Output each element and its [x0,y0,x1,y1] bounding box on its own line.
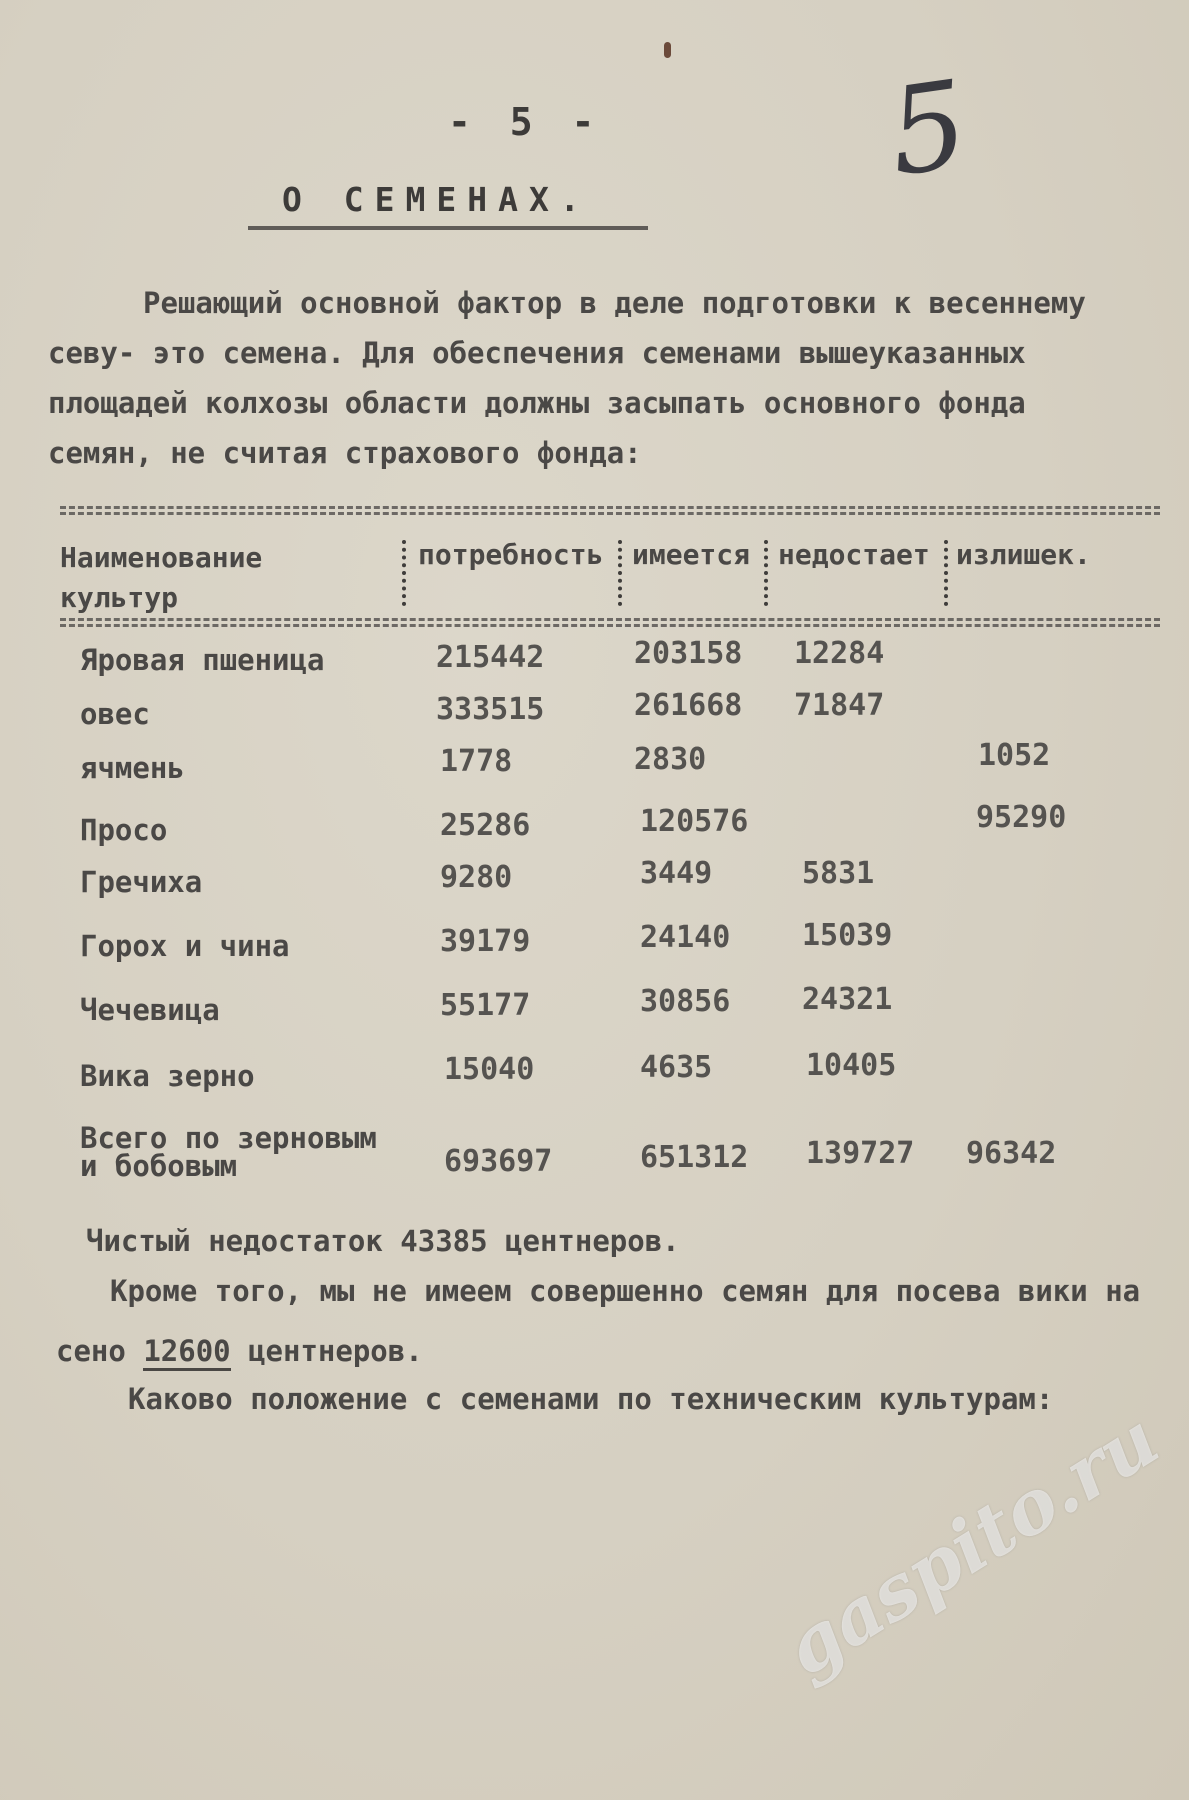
cell-need: 1778 [440,744,513,779]
cell-short: 10405 [806,1048,897,1083]
cell-need: 9280 [440,860,513,895]
header-separator [618,540,622,606]
page-number: - 5 - [448,100,603,144]
section-heading: О СЕМЕНАХ. [282,180,591,219]
cell-need: 15040 [444,1052,535,1087]
watermark-text: gaspito.ru [770,1396,1174,1693]
table-header-rule-2 [60,624,1160,627]
table-row-name-total: Всего по зерновым и бобовым [80,1121,377,1183]
table-row-name: Яровая пшеница [80,643,325,677]
header-surplus: излишек. [956,538,1091,571]
cell-need: 25286 [440,808,531,843]
cell-have: 30856 [640,984,731,1019]
header-crop-name: Наименование культур [60,541,263,614]
header-separator [764,540,768,606]
cell-surplus-total: 96342 [966,1136,1057,1171]
header-separator [944,540,948,606]
heading-underline [248,226,648,230]
table-row-name: Вика зерно [80,1059,255,1093]
cell-have: 3449 [640,856,713,891]
intro-paragraph: Решающий основной фактор в деле подготовки к весеннему севу- это семена. Для обеспечения семенами вышеуказанных площадей колхозы области должны засыпать основного фонда семян, не считая страхового фонда: [48,286,1104,470]
cell-have: 261668 [634,688,743,723]
underlined-amount: 12600 [143,1334,230,1371]
cell-short-total: 139727 [806,1136,915,1171]
cell-need-total: 693697 [444,1144,553,1179]
cell-short: 71847 [794,688,885,723]
cell-have: 120576 [640,804,749,839]
cell-have: 24140 [640,920,731,955]
cell-have: 203158 [634,636,743,671]
header-need: потребность [418,538,604,571]
cell-short: 24321 [802,982,893,1017]
table-row-name: Гречиха [80,865,203,899]
cell-surplus: 1052 [978,738,1051,773]
table-row-name: ячмень [80,751,185,785]
cell-have-total: 651312 [640,1140,749,1175]
cell-need: 333515 [436,692,545,727]
table-row-name: овес [80,697,150,731]
besides-line-2: сено 12600 центнеров. [56,1334,423,1368]
cell-short: 5831 [802,856,875,891]
cell-short: 15039 [802,918,893,953]
handwritten-page-number: 5 [880,55,976,204]
table-row-name: Просо [80,813,168,847]
cell-surplus: 95290 [976,800,1067,835]
closing-line: Каково положение с семенами по техническим культурам: [128,1382,1054,1416]
cell-have: 2830 [634,742,707,777]
table-header-rule [60,618,1160,621]
besides-line-1: Кроме того, мы не имеем совершенно семян для посева вики на [110,1274,1141,1308]
table-top-rule [60,506,1160,509]
header-have: имеется [632,538,751,571]
cell-have: 4635 [640,1050,713,1085]
header-short: недостает [778,538,930,571]
cell-need: 39179 [440,924,531,959]
cell-need: 55177 [440,988,531,1023]
cell-short: 12284 [794,636,885,671]
table-row-name: Чечевица [80,993,220,1027]
net-shortage-line: Чистый недостаток 43385 центнеров. [86,1224,680,1258]
table-row-name: Горох и чина [80,929,290,963]
ink-stain [664,42,671,58]
cell-need: 215442 [436,640,545,675]
header-separator [402,540,406,606]
table-top-rule-2 [60,512,1160,515]
